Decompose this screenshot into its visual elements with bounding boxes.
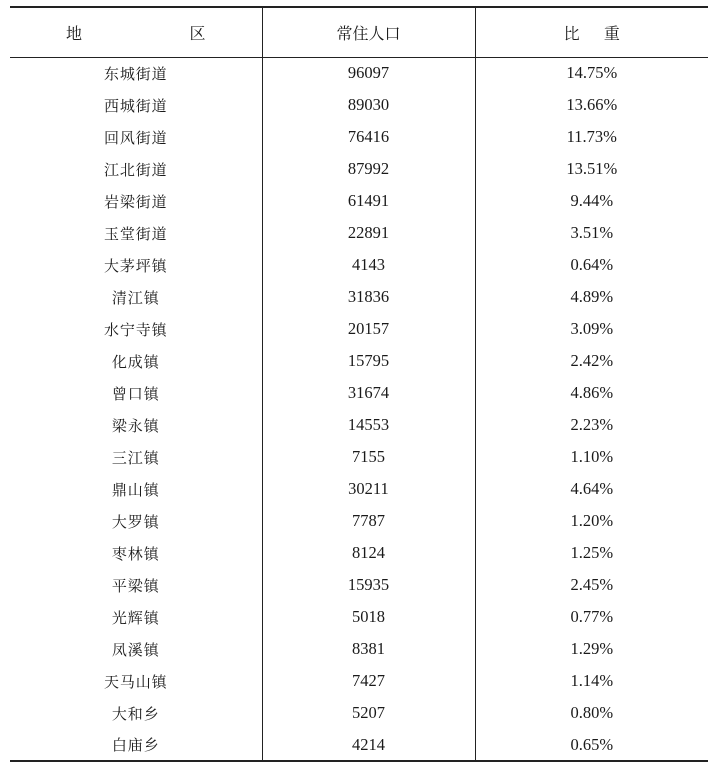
cell-region: 光辉镇 <box>111 608 160 627</box>
table-row <box>10 121 708 153</box>
table-row <box>10 57 708 89</box>
cell-population: 7427 <box>262 665 475 697</box>
cell-population: 7155 <box>262 441 475 473</box>
cell-region: 水宁寺镇 <box>103 320 168 339</box>
cell-population: 14553 <box>262 409 475 441</box>
cell-population: 7787 <box>262 505 475 537</box>
table-row <box>10 377 708 409</box>
cell-population: 5207 <box>262 697 475 729</box>
table-header <box>10 7 708 57</box>
table-row <box>10 281 708 313</box>
cell-share: 11.73% <box>475 121 708 153</box>
cell-population: 15795 <box>262 345 475 377</box>
cell-population: 61491 <box>262 185 475 217</box>
cell-share: 3.51% <box>475 217 708 249</box>
cell-population: 22891 <box>262 217 475 249</box>
cell-population: 30211 <box>262 473 475 505</box>
cell-region: 鼎山镇 <box>111 480 160 499</box>
table-row <box>10 153 708 185</box>
population-table-container <box>10 6 708 762</box>
table-row <box>10 89 708 121</box>
cell-share: 1.25% <box>475 537 708 569</box>
cell-share: 3.09% <box>475 313 708 345</box>
table-body <box>10 57 708 761</box>
table-row <box>10 313 708 345</box>
cell-population: 89030 <box>262 89 475 121</box>
cell-population: 4214 <box>262 729 475 761</box>
cell-share: 4.64% <box>475 473 708 505</box>
population-table <box>10 6 708 762</box>
cell-region: 天马山镇 <box>103 672 168 691</box>
cell-share: 13.66% <box>475 89 708 121</box>
cell-region: 西城街道 <box>103 96 168 115</box>
cell-region: 梁永镇 <box>111 416 160 435</box>
cell-region: 曾口镇 <box>111 384 160 403</box>
cell-region: 白庙乡 <box>111 736 160 754</box>
cell-population: 5018 <box>262 601 475 633</box>
table-row <box>10 185 708 217</box>
cell-share: 1.14% <box>475 665 708 697</box>
cell-share: 1.29% <box>475 633 708 665</box>
cell-share: 0.80% <box>475 697 708 729</box>
cell-region: 东城街道 <box>103 64 168 83</box>
cell-population: 15935 <box>262 569 475 601</box>
cell-share: 0.64% <box>475 249 708 281</box>
table-row <box>10 537 708 569</box>
table-row <box>10 249 708 281</box>
cell-population: 8381 <box>262 633 475 665</box>
cell-region: 凤溪镇 <box>111 640 160 659</box>
cell-region: 大罗镇 <box>111 512 160 531</box>
cell-population: 31836 <box>262 281 475 313</box>
table-row <box>10 697 708 729</box>
table-row <box>10 345 708 377</box>
table-row <box>10 217 708 249</box>
table-row <box>10 601 708 633</box>
cell-share: 2.42% <box>475 345 708 377</box>
table-row <box>10 633 708 665</box>
header-row <box>10 7 708 57</box>
cell-region: 岩梁街道 <box>103 192 168 211</box>
cell-population: 96097 <box>262 57 475 89</box>
cell-share: 1.20% <box>475 505 708 537</box>
cell-region: 玉堂街道 <box>103 224 168 243</box>
cell-population: 8124 <box>262 537 475 569</box>
cell-region: 回风街道 <box>103 128 168 147</box>
table-row <box>10 665 708 697</box>
cell-region: 化成镇 <box>111 352 160 371</box>
cell-population: 87992 <box>262 153 475 185</box>
cell-share: 14.75% <box>475 57 708 89</box>
cell-share: 4.86% <box>475 377 708 409</box>
cell-share: 1.10% <box>475 441 708 473</box>
cell-region: 枣林镇 <box>111 544 160 563</box>
cell-region: 大茅坪镇 <box>103 256 168 275</box>
table-row <box>10 409 708 441</box>
cell-share: 0.77% <box>475 601 708 633</box>
cell-region: 清江镇 <box>111 288 160 307</box>
cell-share: 4.89% <box>475 281 708 313</box>
table-row <box>10 441 708 473</box>
header-region: 地 区 <box>66 23 257 43</box>
cell-region: 三江镇 <box>111 448 160 467</box>
cell-region: 江北街道 <box>103 160 168 179</box>
header-share: 比 重 <box>475 7 708 57</box>
table-row <box>10 505 708 537</box>
cell-share: 2.45% <box>475 569 708 601</box>
cell-share: 9.44% <box>475 185 708 217</box>
table-row <box>10 729 708 761</box>
cell-population: 76416 <box>262 121 475 153</box>
header-population: 常住人口 <box>262 7 475 57</box>
cell-population: 4143 <box>262 249 475 281</box>
cell-population: 31674 <box>262 377 475 409</box>
cell-population: 20157 <box>262 313 475 345</box>
cell-share: 0.65% <box>475 729 708 761</box>
table-row <box>10 473 708 505</box>
cell-share: 2.23% <box>475 409 708 441</box>
cell-region: 平梁镇 <box>111 576 160 595</box>
cell-region: 大和乡 <box>111 704 160 723</box>
table-row <box>10 569 708 601</box>
cell-share: 13.51% <box>475 153 708 185</box>
